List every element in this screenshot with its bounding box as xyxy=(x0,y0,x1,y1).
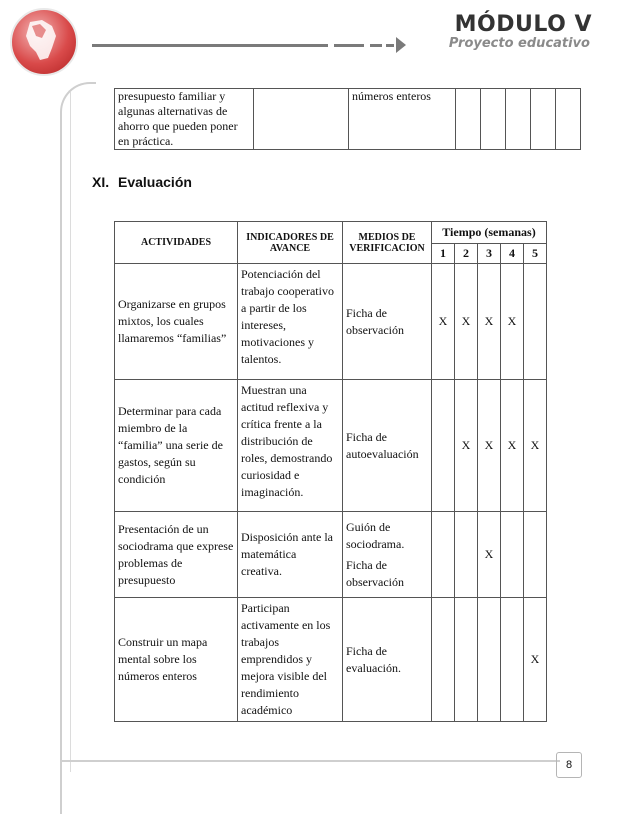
week-mark: X xyxy=(524,380,547,512)
page-border-decoration-inner xyxy=(70,92,91,772)
week-header: 2 xyxy=(455,244,478,264)
medio-cell: Ficha de observación xyxy=(343,264,432,380)
page-bottom-line xyxy=(60,760,560,762)
table-row xyxy=(115,512,547,598)
indicador-cell: Muestran una actitud reflexiva y crítica frente a la distribución de roles, demostrando curiosidad e imaginación. xyxy=(238,380,343,512)
actividad-cell: Construir un mapa mental sobre los números enteros xyxy=(115,598,238,722)
evaluation-table xyxy=(114,221,547,722)
header-indicadores: INDICADORES DE AVANCE xyxy=(238,222,343,264)
week-mark: X xyxy=(478,264,501,380)
table-cell xyxy=(506,89,531,150)
table-cell xyxy=(456,89,481,150)
week-mark: X xyxy=(478,512,501,598)
table-cell: presupuesto familiar y algunas alternativas de ahorro que pueden poner en práctica. xyxy=(115,89,254,150)
actividad-cell: Determinar para cada miembro de la “familia” una serie de gastos, según su condición xyxy=(115,380,238,512)
week-mark xyxy=(501,598,524,722)
table-row xyxy=(115,380,547,512)
table-cell xyxy=(556,89,581,150)
module-title: MÓDULO V xyxy=(454,12,592,37)
indicador-cell: Participan activamente en los trabajos emprendidos y mejora visible del rendimiento académico xyxy=(238,598,343,722)
header-arrow-dash xyxy=(370,44,382,47)
week-header: 4 xyxy=(501,244,524,264)
section-title: Evaluación xyxy=(118,174,192,190)
table-cell: números enteros xyxy=(349,89,456,150)
table-cell xyxy=(254,89,349,150)
header-medios: MEDIOS DE VERIFICACION xyxy=(343,222,432,264)
medio-line: Ficha de observación xyxy=(346,557,404,589)
section-number: XI. xyxy=(92,174,110,190)
actividad-cell: Presentación de un sociodrama que exprese problemas de presupuesto xyxy=(115,512,238,598)
table-cell xyxy=(481,89,506,150)
week-mark xyxy=(432,380,455,512)
medio-cell: Ficha de autoevaluación xyxy=(343,380,432,512)
header-arrow-dash xyxy=(386,44,394,47)
page-number: 8 xyxy=(556,752,582,778)
week-mark xyxy=(455,512,478,598)
indicador-cell: Potenciación del trabajo cooperativo a partir de los intereses, motivaciones y talentos. xyxy=(238,264,343,380)
medio-line: Guión de sociodrama. xyxy=(346,519,405,551)
header-arrow-head xyxy=(396,37,406,53)
header-tiempo: Tiempo (semanas) xyxy=(432,222,547,244)
week-mark: X xyxy=(478,380,501,512)
week-mark: X xyxy=(524,598,547,722)
header-arrow-line xyxy=(92,44,328,47)
week-header: 3 xyxy=(478,244,501,264)
week-header: 5 xyxy=(524,244,547,264)
module-subtitle: Proyecto educativo xyxy=(448,36,590,51)
week-mark: X xyxy=(501,380,524,512)
week-mark: X xyxy=(501,264,524,380)
week-mark: X xyxy=(455,264,478,380)
week-mark: X xyxy=(432,264,455,380)
section-heading xyxy=(92,174,192,190)
week-mark xyxy=(478,598,501,722)
medio-cell: Ficha de evaluación. xyxy=(343,598,432,722)
table-cell xyxy=(531,89,556,150)
week-mark xyxy=(455,598,478,722)
indicador-cell: Disposición ante la matemática creativa. xyxy=(238,512,343,598)
week-mark: X xyxy=(455,380,478,512)
actividad-cell: Organizarse en grupos mixtos, los cuales llamaremos “familias” xyxy=(115,264,238,380)
week-mark xyxy=(432,512,455,598)
week-mark xyxy=(524,512,547,598)
continued-table xyxy=(114,88,581,150)
table-row xyxy=(115,598,547,722)
week-mark xyxy=(524,264,547,380)
medio-cell xyxy=(343,512,432,598)
table-row xyxy=(115,264,547,380)
peru-map-logo xyxy=(22,18,62,62)
header-actividades: ACTIVIDADES xyxy=(115,222,238,264)
header-arrow-dash xyxy=(334,44,364,47)
week-mark xyxy=(501,512,524,598)
week-mark xyxy=(432,598,455,722)
week-header: 1 xyxy=(432,244,455,264)
